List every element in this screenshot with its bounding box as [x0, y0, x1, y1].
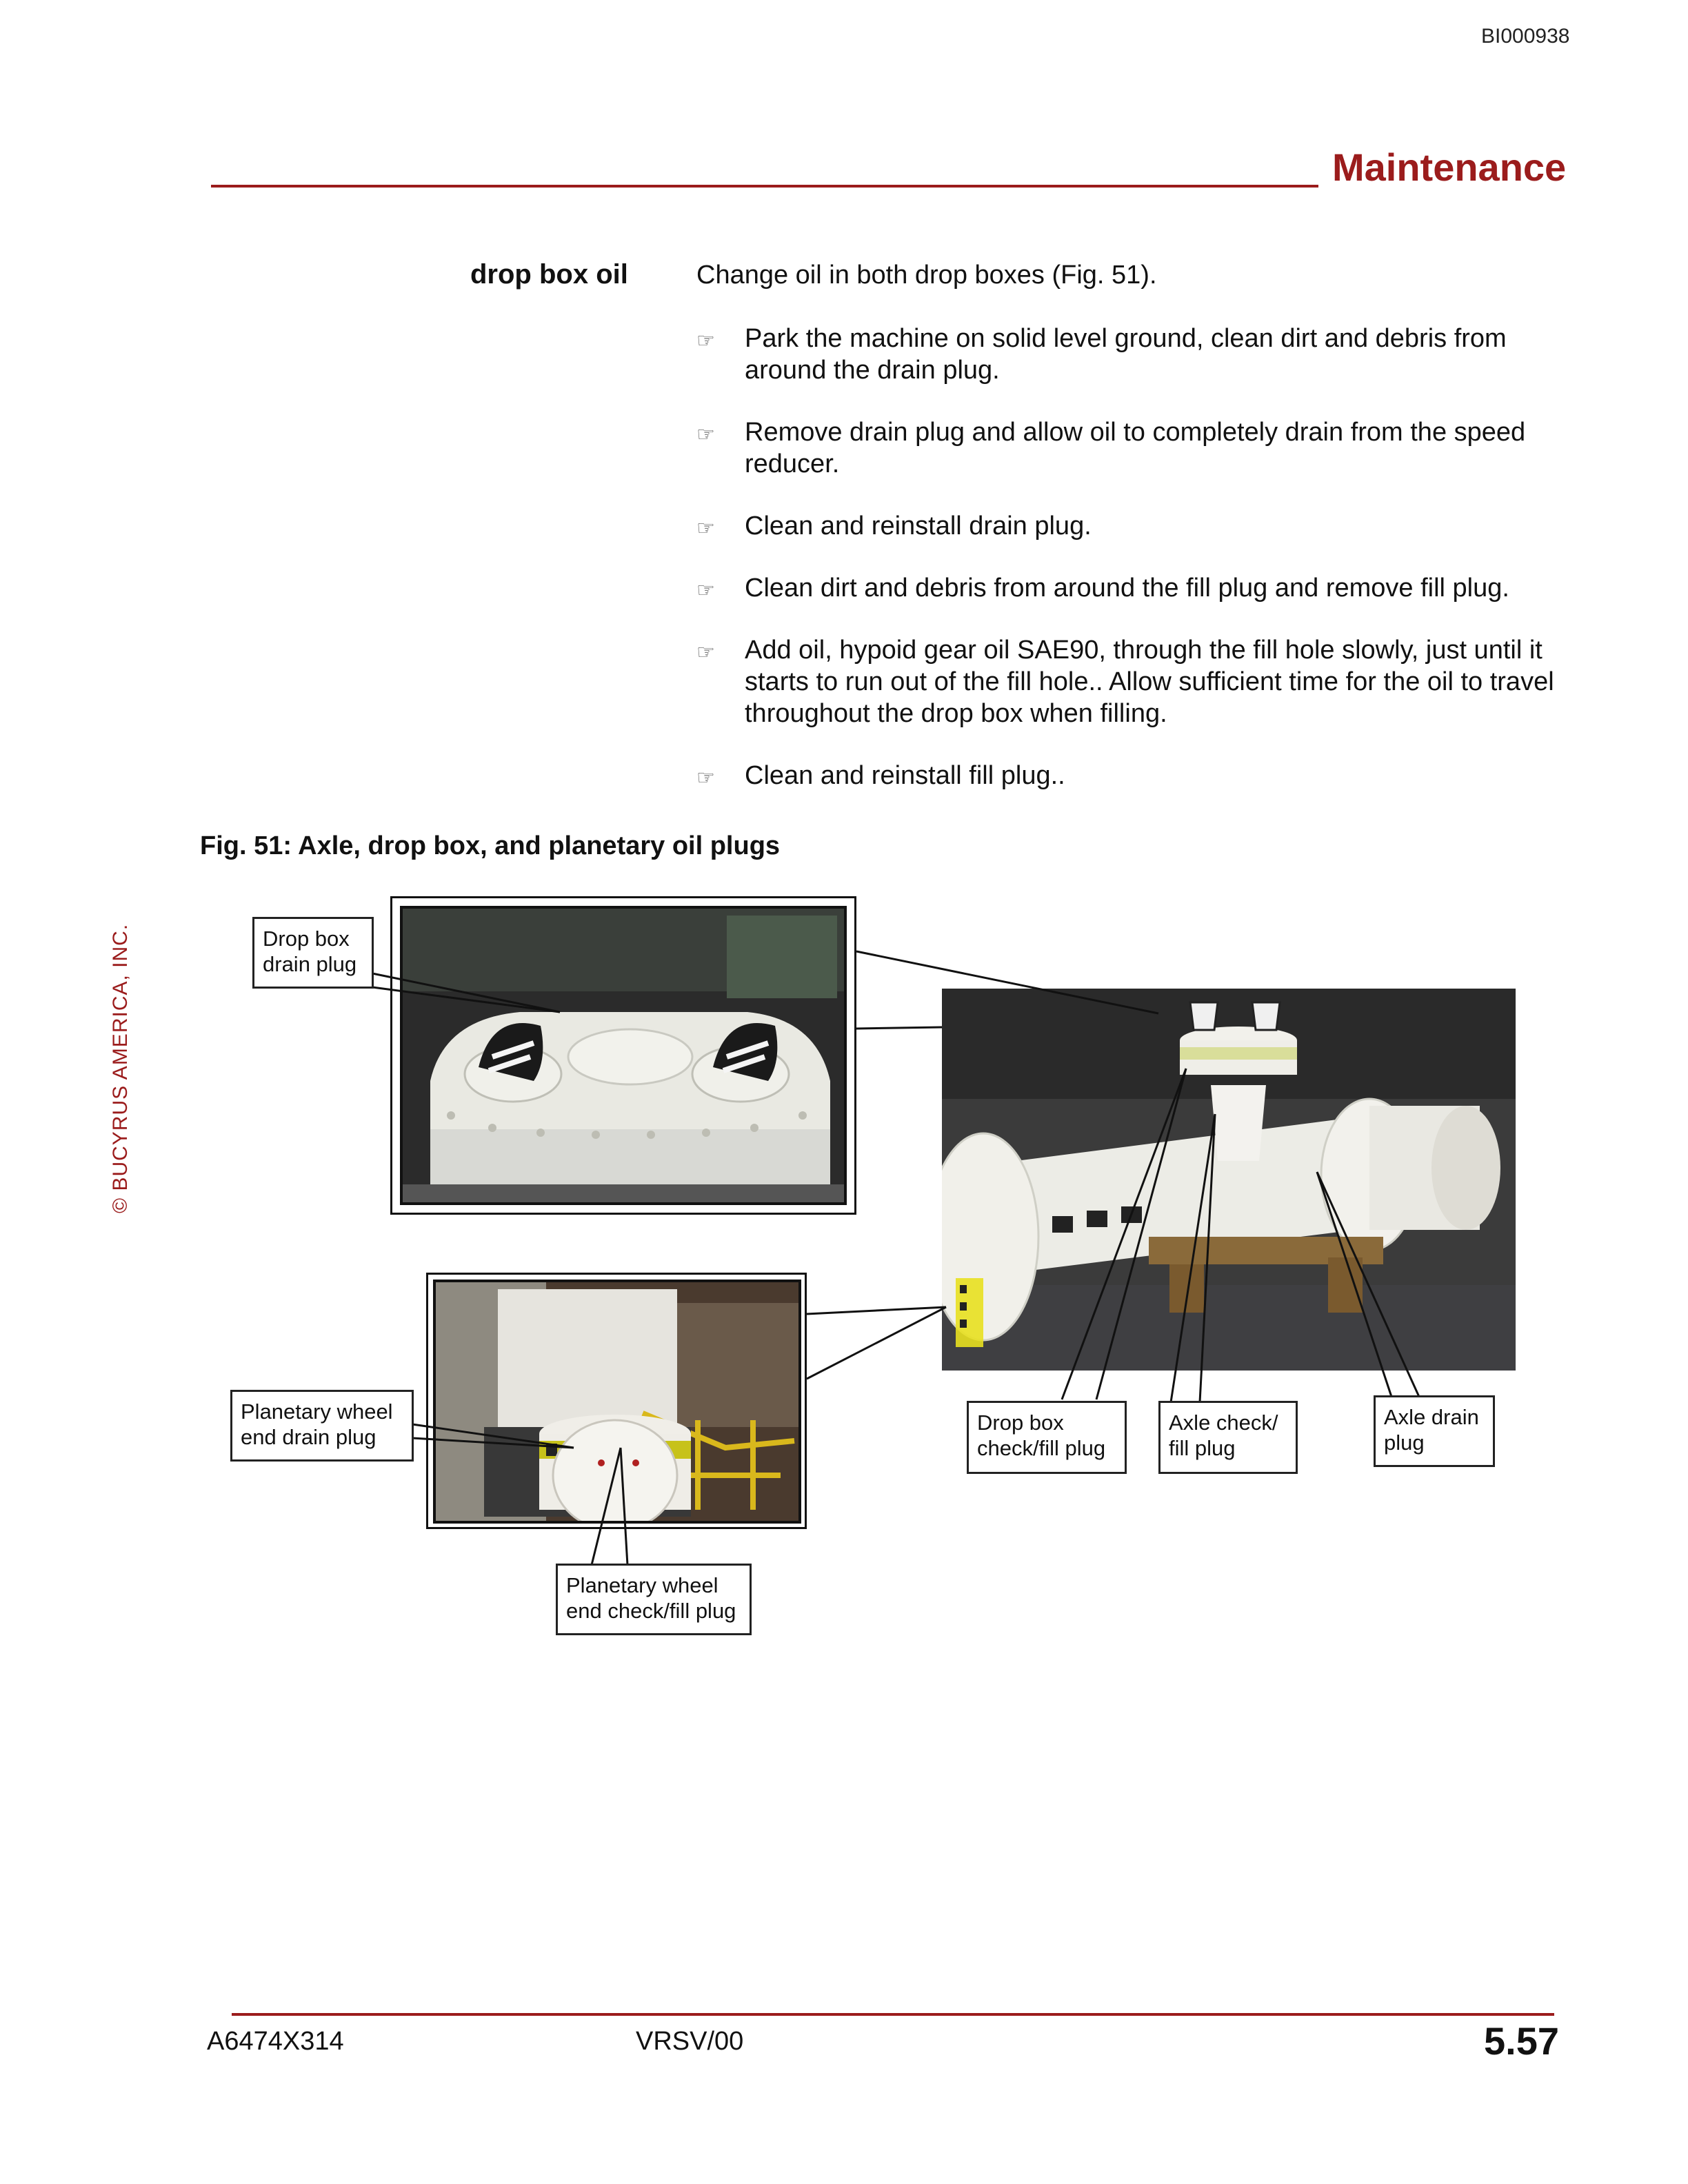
callout-planetary-wheel-end-drain-plug: Planetary wheel end drain plug	[230, 1390, 414, 1462]
procedure-intro: Change oil in both drop boxes (Fig. 51).	[696, 261, 1157, 290]
step-text: Park the machine on solid level ground, clean dirt and debris from around the drain plug.	[745, 324, 1507, 385]
axle-illustration	[942, 989, 1516, 1371]
callout-drop-box-check-fill-plug: Drop box check/fill plug	[967, 1401, 1127, 1474]
axle-photo	[942, 989, 1516, 1371]
pointing-hand-icon: ☞	[696, 517, 715, 540]
step-item	[696, 634, 1565, 729]
callout-planetary-wheel-end-check-fill-plug: Planetary wheel end check/fill plug	[556, 1564, 752, 1635]
step-text: Clean and reinstall drain plug.	[745, 512, 1092, 540]
section-title: Maintenance	[1332, 145, 1567, 189]
drop-box-photo	[400, 906, 847, 1205]
procedure-topic: drop box oil	[470, 259, 628, 290]
step-item	[696, 510, 1565, 542]
step-item	[696, 760, 1565, 791]
step-text: Clean and reinstall fill plug..	[745, 761, 1065, 790]
footer-part-number: A6474X314	[207, 2027, 344, 2056]
drop-box-illustration	[403, 909, 847, 1205]
footer-revision: VRSV/00	[636, 2027, 744, 2056]
footer-page-number: 5.57	[1484, 2019, 1559, 2063]
footer-rule	[232, 2013, 1554, 2016]
procedure-steps	[696, 323, 1565, 822]
wheel-end-illustration	[436, 1282, 801, 1524]
step-item	[696, 572, 1565, 604]
pointing-hand-icon: ☞	[696, 579, 715, 602]
step-text: Clean dirt and debris from around the fill plug and remove fill plug.	[745, 574, 1509, 603]
step-text: Add oil, hypoid gear oil SAE90, through the fill hole slowly, just until it starts to run out of the fill hole.. Allow sufficient time for the oil to travel throughout the drop box when filling.	[745, 636, 1554, 728]
wheel-end-photo	[433, 1280, 801, 1524]
header-rule	[211, 185, 1318, 188]
figure-caption: Fig. 51: Axle, drop box, and planetary oil plugs	[200, 831, 781, 860]
pointing-hand-icon: ☞	[696, 423, 715, 446]
copyright-text: © BUCYRUS AMERICA, INC.	[109, 923, 132, 1213]
step-item	[696, 323, 1565, 386]
callout-drop-box-drain-plug: Drop box drain plug	[252, 917, 374, 989]
document-id: BI000938	[1481, 25, 1570, 48]
step-item	[696, 416, 1565, 480]
callout-axle-check-fill-plug: Axle check/ fill plug	[1158, 1401, 1298, 1474]
pointing-hand-icon: ☞	[696, 641, 715, 664]
pointing-hand-icon: ☞	[696, 330, 715, 352]
pointing-hand-icon: ☞	[696, 767, 715, 789]
step-text: Remove drain plug and allow oil to completely drain from the speed reducer.	[745, 418, 1526, 478]
callout-axle-drain-plug: Axle drain plug	[1374, 1395, 1495, 1467]
